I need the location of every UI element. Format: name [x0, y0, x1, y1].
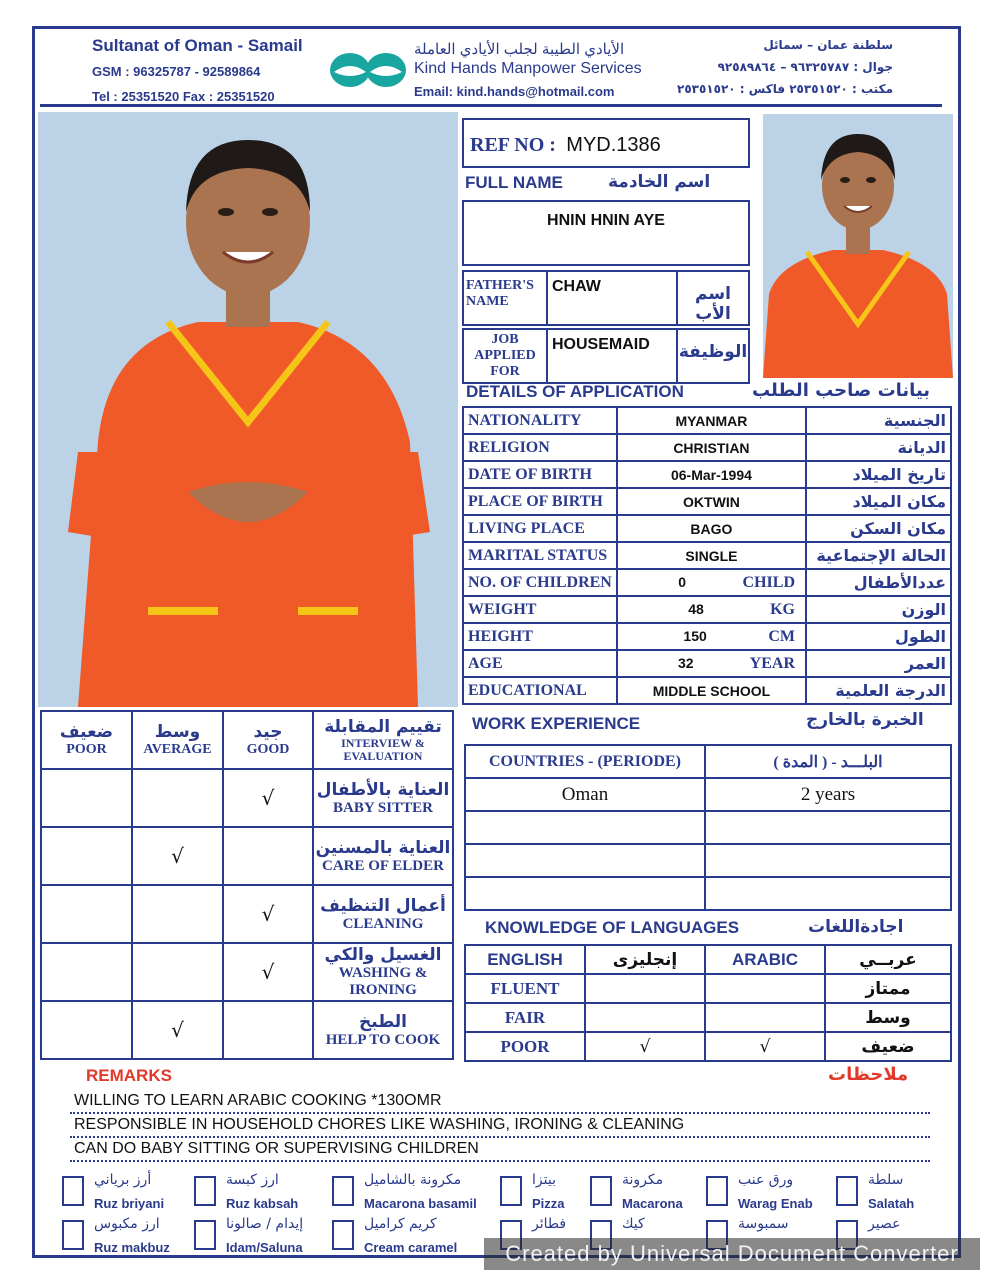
job-label-cell: JOB APPLIED FOR [463, 329, 547, 383]
lang-arabic [705, 1003, 825, 1032]
father-label-cell: FATHER'S NAME [463, 271, 547, 325]
details-value [617, 596, 806, 623]
details-value-text: 150 [683, 627, 707, 644]
details-value [617, 650, 806, 677]
dish-name-ar: كيك [622, 1216, 645, 1232]
dish-checkbox[interactable] [332, 1220, 354, 1250]
org-name-ar: سلطنة عمان – سمائل [763, 38, 893, 52]
details-label-ar: بيانات صاحب الطلب [752, 380, 931, 401]
eval-mark-good [223, 1001, 313, 1059]
eval-skill [313, 1001, 453, 1059]
details-key: AGE [463, 650, 617, 677]
details-value [617, 542, 806, 569]
eval-mark-good: √ [223, 885, 313, 943]
eval-header-poor: ضعيف POOR [41, 711, 132, 769]
eval-skill [313, 885, 453, 943]
eval-header-good: جيد GOOD [223, 711, 313, 769]
evaluation-row [41, 1001, 453, 1059]
language-row [465, 1032, 951, 1061]
details-key-ar: الجنسية [806, 407, 951, 434]
details-row [463, 461, 951, 488]
converter-watermark: Created by Universal Document Converter [484, 1238, 980, 1270]
eval-mark-poor [41, 943, 132, 1001]
eval-mark-average: √ [132, 827, 223, 885]
evaluation-row [41, 885, 453, 943]
details-key-ar: عددالأطفال [806, 569, 951, 596]
eval-skill-ar: الغسيل والكي [324, 945, 442, 965]
details-value [617, 623, 806, 650]
dish-checkbox[interactable] [836, 1176, 858, 1206]
job-table [462, 328, 750, 384]
details-key: EDUCATIONAL [463, 677, 617, 704]
dish-checkbox[interactable] [194, 1176, 216, 1206]
dish-checkbox[interactable] [62, 1176, 84, 1206]
we-country [465, 844, 705, 877]
dish-name-ar: كريم كراميل [364, 1216, 437, 1232]
eval-mark-poor [41, 769, 132, 827]
header-left [92, 36, 303, 104]
details-key-ar: العمر [806, 650, 951, 677]
eval-mark-poor [41, 827, 132, 885]
dish-name-ar: بيتزا [532, 1172, 556, 1188]
lang-english [585, 974, 705, 1003]
we-country [465, 877, 705, 910]
ref-no-box [462, 118, 750, 168]
details-key-ar: الطول [806, 623, 951, 650]
work-experience-row [465, 778, 951, 811]
details-row [463, 569, 951, 596]
details-row [463, 650, 951, 677]
details-value [617, 434, 806, 461]
eval-skill-en: WASHING & IRONING [338, 965, 428, 998]
eval-skill [313, 943, 453, 1001]
eval-header-interview: تقييم المقابلة INTERVIEW & EVALUATION [313, 711, 453, 769]
dish-name-ar: سمبوسة [738, 1216, 789, 1232]
details-key: PLACE OF BIRTH [463, 488, 617, 515]
office-ar: مكتب : ٢٥٣٥١٥٢٠ فاكس : ٢٥٣٥١٥٢٠ [677, 82, 893, 96]
details-value [617, 488, 806, 515]
lang-en: FLUENT [465, 974, 585, 1003]
lang-ar: وسط [825, 1003, 951, 1032]
we-period: 2 years [705, 778, 951, 811]
details-row [463, 434, 951, 461]
eval-mark-average [132, 943, 223, 1001]
we-period [705, 877, 951, 910]
dish-name-ar: مكرونة بالشاميل [364, 1172, 462, 1188]
details-key-ar: تاريخ الميلاد [806, 461, 951, 488]
dish-name-en: Ruz kabsah [226, 1196, 299, 1211]
details-row [463, 407, 951, 434]
remark-line-2: RESPONSIBLE IN HOUSEHOLD CHORES LIKE WASHING, IRONING & CLEANING [70, 1114, 930, 1138]
details-unit: KG [770, 600, 795, 618]
dish-checkbox[interactable] [706, 1176, 728, 1206]
details-value [617, 407, 806, 434]
details-key: NO. OF CHILDREN [463, 569, 617, 596]
details-key-ar: الحالة الإجتماعية [806, 542, 951, 569]
details-unit: CHILD [742, 573, 795, 591]
dish-name-en: Idam/Saluna [226, 1240, 303, 1255]
header-divider [40, 104, 942, 107]
eval-mark-good: √ [223, 943, 313, 1001]
details-value-text: OKTWIN [683, 493, 740, 510]
lang-col-arabic-ar: عربــي [825, 945, 951, 974]
dish-checkbox[interactable] [332, 1176, 354, 1206]
company-name-ar: الأيادي الطيبة لجلب الأيادي العاملة [414, 41, 625, 58]
work-experience-table [464, 744, 952, 911]
eval-skill [313, 769, 453, 827]
eval-skill [313, 827, 453, 885]
details-key: RELIGION [463, 434, 617, 461]
dish-name-ar: إيدام / صالونا [226, 1216, 304, 1232]
gsm-numbers: GSM : 96325787 - 92589864 [92, 64, 261, 79]
applicant-photo-full [38, 112, 458, 707]
details-key-ar: الديانة [806, 434, 951, 461]
eval-header-average: وسط AVERAGE [132, 711, 223, 769]
details-row [463, 677, 951, 704]
applicant-photo-portrait [763, 114, 953, 378]
dish-name-ar: فطائر [532, 1216, 567, 1232]
we-col-countries: COUNTRIES - (PERIODE) [465, 745, 705, 778]
dish-name-en: Macarona [622, 1196, 683, 1211]
lang-col-english-ar: إنجليزى [585, 945, 705, 974]
lang-en: FAIR [465, 1003, 585, 1032]
dish-name-en: Salatah [868, 1196, 915, 1211]
header-right [677, 38, 893, 104]
details-key-ar: مكان السكن [806, 515, 951, 542]
details-value-text: CHRISTIAN [673, 439, 750, 456]
dish-checkbox[interactable] [500, 1176, 522, 1206]
eval-skill-en: CLEANING [342, 915, 424, 932]
eval-mark-poor [41, 885, 132, 943]
work-experience-row [465, 877, 951, 910]
work-experience-label-ar: الخبرة بالخارج [806, 710, 924, 730]
details-unit: YEAR [749, 654, 795, 672]
org-name-en: Sultanat of Oman - Samail [92, 36, 303, 55]
father-name-table [462, 270, 750, 326]
details-row [463, 542, 951, 569]
company-logo [328, 50, 408, 90]
lang-ar: ممتاز [825, 974, 951, 1003]
dish-name-en: Ruz makbuz [94, 1240, 170, 1255]
lang-ar: ضعيف [825, 1032, 951, 1061]
eval-mark-average: √ [132, 1001, 223, 1059]
dish-checkbox[interactable] [590, 1176, 612, 1206]
details-key-ar: الدرجة العلمية [806, 677, 951, 704]
ref-no-label: REF NO : [470, 134, 556, 156]
eval-mark-average [132, 769, 223, 827]
full-name-value: HNIN HNIN AYE [462, 200, 750, 266]
lang-arabic [705, 974, 825, 1003]
eval-mark-poor [41, 1001, 132, 1059]
details-value-text: BAGO [690, 520, 733, 537]
details-key: MARITAL STATUS [463, 542, 617, 569]
lang-arabic: √ [705, 1032, 825, 1061]
details-value-text: MIDDLE SCHOOL [652, 682, 771, 699]
job-value: HOUSEMAID [547, 329, 677, 383]
evaluation-table [40, 710, 454, 1060]
mobile-ar: جوال : ٩٦٣٢٥٧٨٧ – ٩٢٥٨٩٨٦٤ [717, 60, 893, 74]
details-unit: CM [768, 627, 795, 645]
details-key: HEIGHT [463, 623, 617, 650]
dish-name-en: Ruz briyani [94, 1196, 165, 1211]
details-value [617, 461, 806, 488]
we-period [705, 811, 951, 844]
we-country: Oman [465, 778, 705, 811]
eval-mark-average [132, 885, 223, 943]
header-middle [414, 40, 642, 99]
details-key-ar: مكان الميلاد [806, 488, 951, 515]
eval-skill-en: BABY SITTER [333, 799, 433, 816]
dish-name-en: Warag Enab [738, 1196, 813, 1211]
language-row [465, 974, 951, 1003]
work-experience-row [465, 811, 951, 844]
details-value [617, 677, 806, 704]
dish-name-ar: مكرونة [622, 1172, 664, 1188]
lang-col-arabic: ARABIC [705, 945, 825, 974]
dish-checkbox[interactable] [194, 1220, 216, 1250]
details-value [617, 569, 806, 596]
we-period [705, 844, 951, 877]
details-value-text: 0 [678, 573, 687, 590]
languages-label: KNOWLEDGE OF LANGUAGES [485, 918, 740, 937]
lang-english [585, 1003, 705, 1032]
details-row [463, 596, 951, 623]
evaluation-row [41, 943, 453, 1001]
dish-checkbox[interactable] [62, 1220, 84, 1250]
company-email: Email: kind.hands@hotmail.com [414, 84, 615, 99]
dish-name-ar: ارز كبسة [226, 1172, 279, 1188]
remarks-label: REMARKS [86, 1066, 172, 1085]
eval-skill-en: CARE OF ELDER [322, 857, 444, 874]
eval-skill-ar: أعمال التنظيف [320, 895, 446, 916]
details-value-text: 06-Mar-1994 [670, 466, 752, 483]
languages-table [464, 944, 952, 1062]
details-value-text: MYANMAR [675, 412, 748, 429]
lang-english: √ [585, 1032, 705, 1061]
details-key: NATIONALITY [463, 407, 617, 434]
job-label-ar: الوظيفة [677, 329, 749, 383]
dish-name-ar: ورق عنب [738, 1172, 794, 1188]
eval-skill-en: HELP TO COOK [325, 1031, 441, 1048]
work-experience-label: WORK EXPERIENCE [472, 714, 641, 733]
eval-skill-ar: العناية بالمسنين [315, 837, 451, 858]
dish-name-en: Pizza [532, 1196, 565, 1211]
remark-line-3: CAN DO BABY SITTING OR SUPERVISING CHILDREN [70, 1138, 930, 1162]
we-col-countries-ar: البلـــد - ( المدة ) [705, 745, 951, 778]
details-label: DETAILS OF APPLICATION [466, 382, 684, 401]
dish-name-en: Cream caramel [364, 1240, 458, 1255]
eval-skill-ar: الطبخ [359, 1011, 407, 1032]
details-row [463, 515, 951, 542]
remark-line-1: WILLING TO LEARN ARABIC COOKING *130OMR [70, 1090, 930, 1114]
details-key: WEIGHT [463, 596, 617, 623]
eval-skill-ar: العناية بالأطفال [316, 779, 450, 800]
work-experience-row [465, 844, 951, 877]
company-name-en: Kind Hands Manpower Services [414, 60, 642, 77]
father-name-value: CHAW [547, 271, 677, 325]
languages-label-ar: اجادةاللغات [808, 917, 904, 937]
lang-en: POOR [465, 1032, 585, 1061]
evaluation-row [41, 827, 453, 885]
dish-name-ar: عصير [868, 1216, 901, 1232]
remarks-label-ar: ملاحظات [828, 1064, 909, 1085]
tel-fax: Tel : 25351520 Fax : 25351520 [92, 89, 275, 104]
dish-name-en: Macarona basamil [364, 1196, 477, 1211]
full-name-label: FULL NAME [465, 173, 563, 192]
evaluation-row [41, 769, 453, 827]
language-row [465, 1003, 951, 1032]
lang-col-english: ENGLISH [465, 945, 585, 974]
eval-mark-good: √ [223, 769, 313, 827]
details-table [462, 406, 952, 705]
details-value-text: 32 [677, 654, 694, 671]
details-row [463, 488, 951, 515]
details-key-ar: الوزن [806, 596, 951, 623]
details-value-text: SINGLE [685, 547, 738, 564]
details-value-text: 48 [688, 600, 704, 617]
father-label-ar: اسم الأب [677, 271, 749, 325]
dish-name-ar: أرز برياني [94, 1172, 152, 1188]
eval-mark-good [223, 827, 313, 885]
details-row [463, 623, 951, 650]
ref-no-value: MYD.1386 [566, 134, 661, 156]
details-key: DATE OF BIRTH [463, 461, 617, 488]
dish-name-ar: سلطة [868, 1172, 904, 1188]
dish-name-ar: ارز مكبوس [94, 1216, 160, 1232]
details-value [617, 515, 806, 542]
details-key: LIVING PLACE [463, 515, 617, 542]
full-name-label-ar: اسم الخادمة [608, 172, 711, 192]
we-country [465, 811, 705, 844]
